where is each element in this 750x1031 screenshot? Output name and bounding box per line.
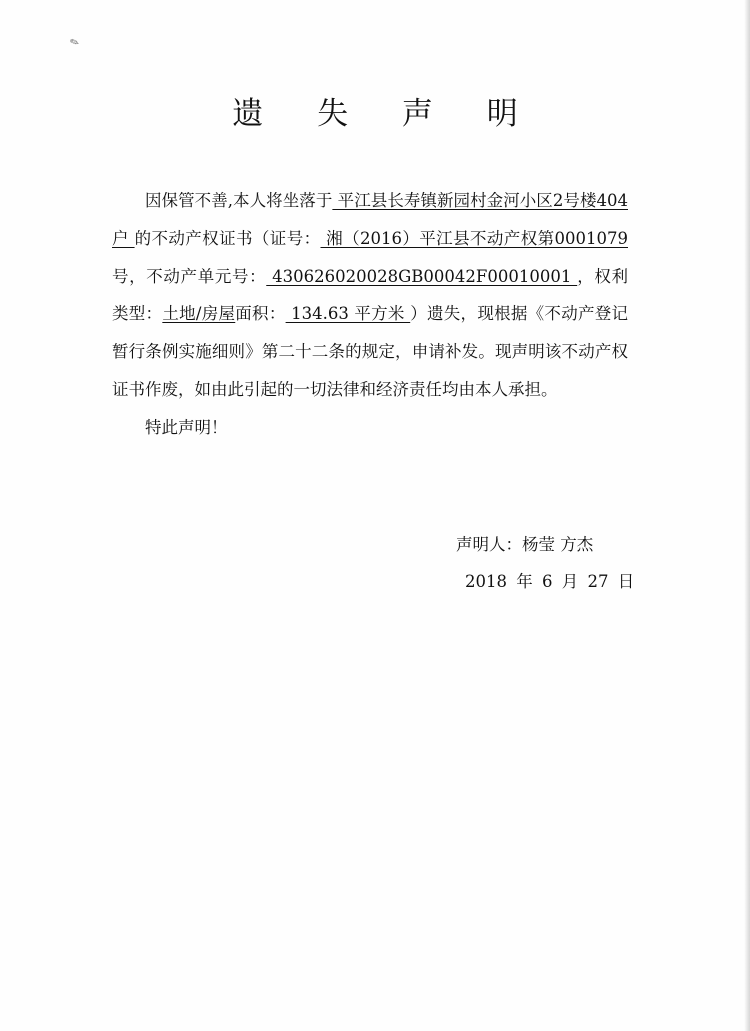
text-area-label: 面积： [235,304,286,324]
signer-names: 杨莹 方杰 [522,535,594,554]
statement-date: 2018 年 6 月 27 日 [465,572,635,591]
certificate-number: 湘（2016）平江县不动产权第0001079 [320,228,628,248]
scan-speck-icon: ✎ [68,34,82,51]
property-address: 平江县长寿镇新园村金河小区2号楼404户 [112,191,628,248]
signer-label: 声明人： [456,535,522,554]
text-unit-label: 号，不动产单元号： [112,266,267,286]
statement-paragraph [112,182,628,409]
statement-body [112,182,628,447]
scan-edge [744,0,750,1031]
area-value: 134.63 平方米 [285,304,411,324]
text-cert-label: 的不动产权证书（证号： [134,228,321,248]
right-type: 土地/房屋 [162,304,236,324]
text-right-type-label: ，权利类型： [112,266,628,324]
text-intro: 因保管不善,本人将坐落于 [145,191,333,210]
text-rest: ）遗失，现根据《不动产登记暂行条例实施细则》第二十二条的规定，申请补发。现声明该不动产权证书作废，如由此引起的一切法律和经济责任均由本人承担。 [112,304,629,399]
document-title: 遗 失 声 明 [232,96,540,132]
signer-line [456,531,593,555]
closing-line: 特此声明！ [145,417,228,437]
unit-number: 430626020028GB00042F00010001 [266,266,578,286]
